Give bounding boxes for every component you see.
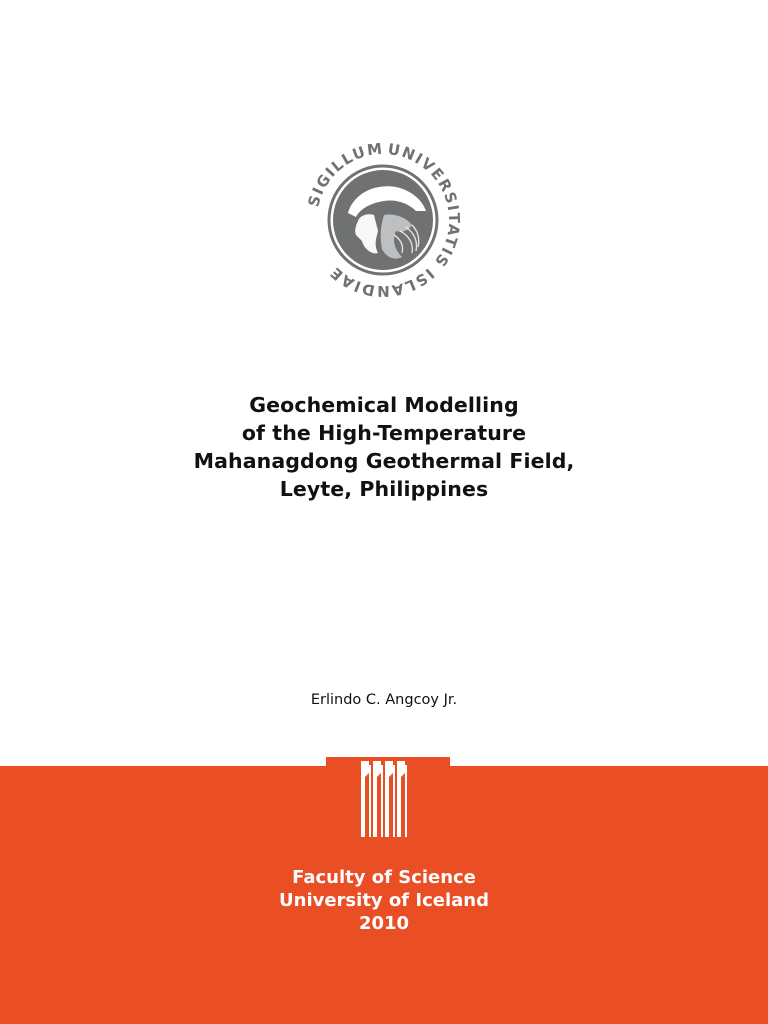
title-line-3: Mahanagdong Geothermal Field, <box>193 449 575 473</box>
university-building-logo-icon <box>349 743 419 840</box>
university-name: University of Iceland <box>279 890 489 911</box>
title-line-1: Geochemical Modelling <box>249 393 519 417</box>
university-seal-icon <box>298 135 468 305</box>
seal-text-top: UNIVERSITATIS ISLANDIAE <box>325 139 464 301</box>
faculty-name: Faculty of Science <box>292 867 476 888</box>
title-line-2: of the High-Temperature <box>241 421 527 445</box>
title-line-4: Leyte, Philippines <box>279 477 489 501</box>
publication-year: 2010 <box>358 913 410 934</box>
author-name: Erlindo C. Angcoy Jr. <box>310 692 458 708</box>
publisher-info <box>0 866 768 935</box>
document-title <box>0 391 768 503</box>
seal-text-bottom: SIGILLUM <box>304 139 385 209</box>
